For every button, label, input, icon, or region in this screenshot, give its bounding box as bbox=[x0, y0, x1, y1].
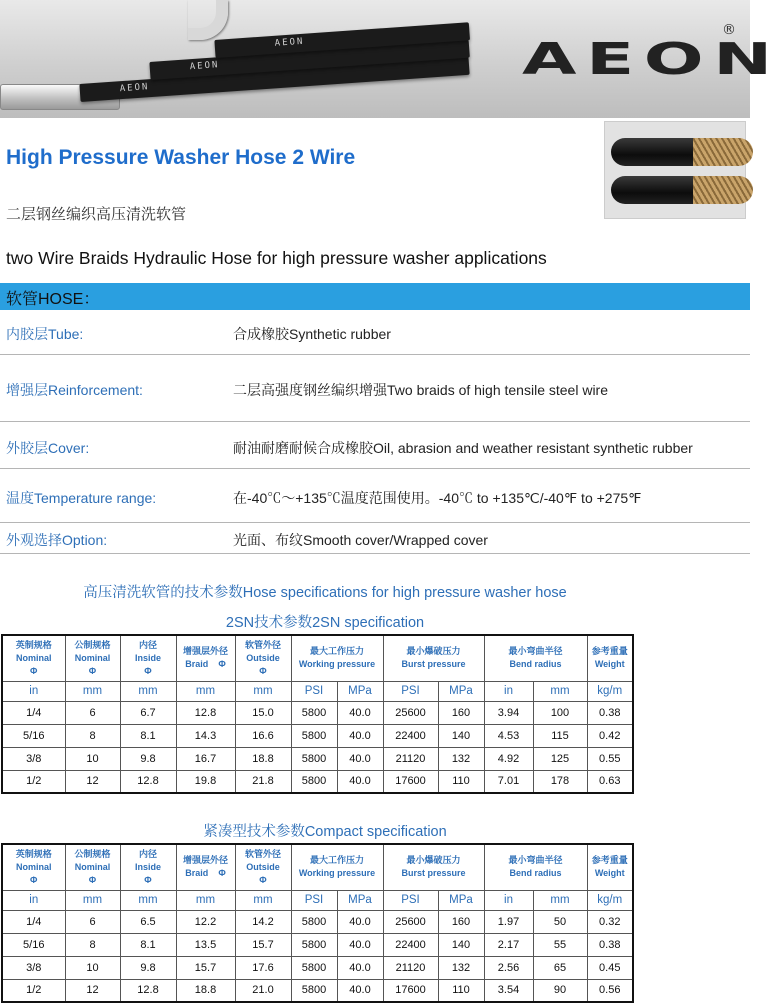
table-cell: 7.01 bbox=[484, 770, 533, 793]
table-cell: 40.0 bbox=[337, 910, 383, 933]
unit-cell: mm bbox=[65, 890, 120, 910]
hose-print: AEON bbox=[274, 36, 305, 49]
table-unit-row bbox=[2, 681, 633, 701]
table-cell: 40.0 bbox=[337, 770, 383, 793]
header-cn: 增强层外径 bbox=[182, 855, 228, 866]
header-en: Outside bbox=[246, 861, 280, 872]
unit-cell: mm bbox=[235, 681, 291, 701]
table-cell: 5800 bbox=[291, 979, 337, 1002]
table-cell: 5800 bbox=[291, 747, 337, 770]
header-cn: 公制规格 bbox=[74, 639, 111, 650]
header-cell bbox=[291, 635, 383, 681]
header-symbol: Φ bbox=[144, 665, 152, 676]
table-cell: 90 bbox=[533, 979, 587, 1002]
table-cell: 5800 bbox=[291, 770, 337, 793]
table-cell: 132 bbox=[438, 747, 484, 770]
table-cell: 14.2 bbox=[235, 910, 291, 933]
header-cell bbox=[176, 844, 235, 890]
hose-elbow-fitting bbox=[188, 0, 228, 40]
table-cell: 160 bbox=[438, 701, 484, 724]
table-cell: 3.54 bbox=[484, 979, 533, 1002]
header-cell bbox=[235, 844, 291, 890]
table-cell: 100 bbox=[533, 701, 587, 724]
table-caption-2sn: 2SN技术参数2SN specification bbox=[225, 615, 425, 631]
unit-cell: mm bbox=[533, 681, 587, 701]
header-en: Inside bbox=[134, 652, 161, 663]
header-cell bbox=[120, 844, 176, 890]
hose-print: AEON bbox=[119, 82, 150, 95]
table-cell: 9.8 bbox=[120, 747, 176, 770]
table-cell: 16.6 bbox=[235, 724, 291, 747]
header-cell bbox=[2, 635, 65, 681]
table-cell: 8.1 bbox=[120, 933, 176, 956]
spec-table-2sn bbox=[1, 634, 634, 794]
table-cell: 12.8 bbox=[176, 701, 235, 724]
table-cell: 0.55 bbox=[587, 747, 633, 770]
table-cell: 10 bbox=[65, 956, 120, 979]
header-cn: 英制规格 bbox=[15, 639, 52, 650]
header-cn: 公制规格 bbox=[74, 848, 111, 859]
unit-cell: mm bbox=[533, 890, 587, 910]
header-cn: 软管外径 bbox=[244, 639, 281, 650]
header-en: Outside bbox=[246, 652, 280, 663]
divider bbox=[0, 421, 750, 422]
header-cn: 最小爆破压力 bbox=[406, 855, 461, 866]
header-symbol: Φ bbox=[218, 868, 226, 879]
braid-layer bbox=[693, 176, 753, 204]
table-cell: 40.0 bbox=[337, 724, 383, 747]
divider bbox=[0, 553, 750, 554]
unit-cell: mm bbox=[120, 681, 176, 701]
header-symbol: Φ bbox=[259, 665, 267, 676]
header-en: Burst pressure bbox=[401, 868, 466, 879]
table-cell: 178 bbox=[533, 770, 587, 793]
brand-logo: AEON bbox=[522, 34, 782, 85]
spec-value: 合成橡胶Synthetic rubber bbox=[233, 326, 391, 342]
unit-cell: mm bbox=[120, 890, 176, 910]
table-cell: 40.0 bbox=[337, 747, 383, 770]
table-cell: 1/4 bbox=[2, 910, 65, 933]
table-header-row bbox=[2, 844, 633, 890]
header-cn: 最大工作压力 bbox=[309, 646, 364, 657]
header-cn: 最小弯曲半径 bbox=[508, 646, 563, 657]
table-row bbox=[2, 910, 633, 933]
header-cn: 最小爆破压力 bbox=[406, 646, 461, 657]
table-cell: 40.0 bbox=[337, 979, 383, 1002]
table-cell: 110 bbox=[438, 770, 484, 793]
table-cell: 1.97 bbox=[484, 910, 533, 933]
unit-cell: MPa bbox=[438, 890, 484, 910]
table-cell: 5800 bbox=[291, 910, 337, 933]
table-cell: 4.53 bbox=[484, 724, 533, 747]
header-cell bbox=[484, 635, 587, 681]
unit-cell: in bbox=[484, 890, 533, 910]
header-symbol: Φ bbox=[259, 874, 267, 885]
header-cell bbox=[2, 844, 65, 890]
specs-heading: 高压清洗软管的技术参数Hose specifications for high pressure washer hose bbox=[83, 585, 567, 601]
header-cell bbox=[383, 844, 484, 890]
header-en: Bend radius bbox=[509, 868, 562, 879]
table-cell: 8 bbox=[65, 724, 120, 747]
table-caption-compact: 紧凑型技术参数Compact specification bbox=[203, 824, 447, 840]
header-en: Weight bbox=[594, 659, 625, 670]
header-en: Nominal bbox=[15, 861, 52, 872]
table-cell: 12.2 bbox=[176, 910, 235, 933]
table-cell: 16.7 bbox=[176, 747, 235, 770]
table-cell: 22400 bbox=[383, 724, 438, 747]
header-en: Nominal bbox=[15, 652, 52, 663]
table-cell: 65 bbox=[533, 956, 587, 979]
table-cell: 18.8 bbox=[176, 979, 235, 1002]
table-cell: 12.8 bbox=[120, 770, 176, 793]
table-cell: 12 bbox=[65, 979, 120, 1002]
table-cell: 17.6 bbox=[235, 956, 291, 979]
unit-cell: mm bbox=[235, 890, 291, 910]
table-cell: 40.0 bbox=[337, 701, 383, 724]
hose-photo bbox=[611, 138, 751, 166]
table-cell: 40.0 bbox=[337, 933, 383, 956]
table-cell: 40.0 bbox=[337, 956, 383, 979]
table-cell: 19.8 bbox=[176, 770, 235, 793]
unit-cell: in bbox=[484, 681, 533, 701]
table-cell: 21120 bbox=[383, 956, 438, 979]
table-cell: 12 bbox=[65, 770, 120, 793]
unit-cell: mm bbox=[176, 681, 235, 701]
hose-photo bbox=[611, 176, 751, 204]
header-en: Burst pressure bbox=[401, 659, 466, 670]
table-cell: 25600 bbox=[383, 701, 438, 724]
page-title: High Pressure Washer Hose 2 Wire bbox=[6, 146, 356, 169]
table-cell: 0.56 bbox=[587, 979, 633, 1002]
table-cell: 1/2 bbox=[2, 770, 65, 793]
subtitle-english: two Wire Braids Hydraulic Hose for high pressure washer applications bbox=[6, 248, 547, 268]
table-cell: 115 bbox=[533, 724, 587, 747]
header-cn: 英制规格 bbox=[15, 848, 52, 859]
table-cell: 0.42 bbox=[587, 724, 633, 747]
header-cn: 增强层外径 bbox=[182, 646, 228, 657]
spec-value: 在-40℃～+135℃温度范围使用。-40℃ to +135℃/-40℉ to +275℉ bbox=[233, 490, 642, 506]
table-cell: 6 bbox=[65, 910, 120, 933]
header-en: Nominal bbox=[74, 652, 111, 663]
header-en: Inside bbox=[134, 861, 161, 872]
table-cell: 6 bbox=[65, 701, 120, 724]
registered-mark: ® bbox=[722, 22, 736, 38]
header-en: Braid bbox=[185, 659, 209, 670]
table-cell: 0.63 bbox=[587, 770, 633, 793]
header-cn: 软管外径 bbox=[244, 848, 281, 859]
header-symbol: Φ bbox=[88, 665, 97, 676]
header-cn: 内径 bbox=[138, 639, 157, 650]
header-cell bbox=[383, 635, 484, 681]
header-en: Braid bbox=[185, 868, 209, 879]
table-cell: 8 bbox=[65, 933, 120, 956]
table-cell: 2.17 bbox=[484, 933, 533, 956]
table-row bbox=[2, 979, 633, 1002]
table-cell: 4.92 bbox=[484, 747, 533, 770]
header-cell bbox=[235, 635, 291, 681]
unit-cell: PSI bbox=[291, 890, 337, 910]
table-cell: 21120 bbox=[383, 747, 438, 770]
unit-cell: in bbox=[2, 681, 65, 701]
header-en: Weight bbox=[594, 868, 625, 879]
product-image bbox=[604, 121, 746, 219]
table-cell: 12.8 bbox=[120, 979, 176, 1002]
table-cell: 1/4 bbox=[2, 701, 65, 724]
table-cell: 55 bbox=[533, 933, 587, 956]
table-cell: 10 bbox=[65, 747, 120, 770]
divider bbox=[0, 354, 750, 355]
table-header-row bbox=[2, 635, 633, 681]
table-cell: 18.8 bbox=[235, 747, 291, 770]
header-symbol: Φ bbox=[30, 874, 38, 885]
table-cell: 0.32 bbox=[587, 910, 633, 933]
header-symbol: Φ bbox=[218, 659, 226, 670]
table-cell: 15.7 bbox=[235, 933, 291, 956]
section-hose-bar: 软管HOSE： bbox=[0, 283, 750, 310]
header-en: Bend radius bbox=[509, 659, 562, 670]
header-cell bbox=[587, 635, 633, 681]
table-cell: 0.38 bbox=[587, 701, 633, 724]
table-row bbox=[2, 956, 633, 979]
hose-print: AEON bbox=[189, 60, 220, 73]
table-cell: 25600 bbox=[383, 910, 438, 933]
spec-value: 光面、布纹Smooth cover/Wrapped cover bbox=[233, 532, 488, 548]
spec-label: 外胶层Cover: bbox=[6, 440, 90, 456]
header-cn: 内径 bbox=[138, 848, 157, 859]
table-cell: 140 bbox=[438, 724, 484, 747]
table-cell: 0.38 bbox=[587, 933, 633, 956]
header-cell bbox=[484, 844, 587, 890]
table-cell: 22400 bbox=[383, 933, 438, 956]
unit-cell: in bbox=[2, 890, 65, 910]
table-cell: 1/2 bbox=[2, 979, 65, 1002]
header-banner bbox=[0, 0, 782, 118]
table-cell: 8.1 bbox=[120, 724, 176, 747]
table-cell: 14.3 bbox=[176, 724, 235, 747]
header-cn: 参考重量 bbox=[591, 855, 628, 866]
spec-label: 外观选择Option: bbox=[6, 532, 108, 548]
table-cell: 21.8 bbox=[235, 770, 291, 793]
header-cell bbox=[120, 635, 176, 681]
table-cell: 15.7 bbox=[176, 956, 235, 979]
table-cell: 125 bbox=[533, 747, 587, 770]
table-cell: 5800 bbox=[291, 956, 337, 979]
table-cell: 21.0 bbox=[235, 979, 291, 1002]
table-cell: 50 bbox=[533, 910, 587, 933]
table-row bbox=[2, 770, 633, 793]
header-cell bbox=[65, 844, 120, 890]
unit-cell: PSI bbox=[383, 681, 438, 701]
spec-table-compact bbox=[1, 843, 634, 1003]
table-row bbox=[2, 747, 633, 770]
table-cell: 5/16 bbox=[2, 933, 65, 956]
header-en: Working pressure bbox=[298, 659, 376, 670]
table-cell: 13.5 bbox=[176, 933, 235, 956]
table-cell: 5800 bbox=[291, 701, 337, 724]
header-cell bbox=[176, 635, 235, 681]
table-row bbox=[2, 701, 633, 724]
table-unit-row bbox=[2, 890, 633, 910]
unit-cell: kg/m bbox=[587, 890, 633, 910]
spec-label: 温度Temperature range: bbox=[6, 490, 157, 506]
header-cn: 最大工作压力 bbox=[309, 855, 364, 866]
unit-cell: PSI bbox=[291, 681, 337, 701]
unit-cell: mm bbox=[65, 681, 120, 701]
header-cn: 参考重量 bbox=[591, 646, 628, 657]
header-symbol: Φ bbox=[144, 874, 152, 885]
unit-cell: mm bbox=[176, 890, 235, 910]
unit-cell: kg/m bbox=[587, 681, 633, 701]
divider bbox=[0, 468, 750, 469]
braid-layer bbox=[693, 138, 753, 166]
table-row bbox=[2, 933, 633, 956]
spec-value: 耐油耐磨耐候合成橡胶Oil, abrasion and weather resistant synthetic rubber bbox=[233, 440, 693, 456]
header-en: Working pressure bbox=[298, 868, 376, 879]
table-cell: 5/16 bbox=[2, 724, 65, 747]
table-cell: 17600 bbox=[383, 770, 438, 793]
table-cell: 110 bbox=[438, 979, 484, 1002]
table-cell: 6.7 bbox=[120, 701, 176, 724]
table-cell: 2.56 bbox=[484, 956, 533, 979]
table-cell: 5800 bbox=[291, 724, 337, 747]
table-cell: 9.8 bbox=[120, 956, 176, 979]
unit-cell: PSI bbox=[383, 890, 438, 910]
spec-label: 内胶层Tube: bbox=[6, 326, 84, 342]
table-cell: 5800 bbox=[291, 933, 337, 956]
spec-value: 二层高强度钢丝编织增强Two braids of high tensile steel wire bbox=[233, 382, 608, 398]
table-cell: 6.5 bbox=[120, 910, 176, 933]
table-cell: 17600 bbox=[383, 979, 438, 1002]
table-row bbox=[2, 724, 633, 747]
header-symbol: Φ bbox=[30, 665, 38, 676]
header-en: Nominal bbox=[74, 861, 111, 872]
header-cell bbox=[587, 844, 633, 890]
header-cell bbox=[291, 844, 383, 890]
table-cell: 0.45 bbox=[587, 956, 633, 979]
header-symbol: Φ bbox=[88, 874, 97, 885]
spec-label: 增强层Reinforcement: bbox=[6, 382, 143, 398]
table-cell: 3.94 bbox=[484, 701, 533, 724]
header-cell bbox=[65, 635, 120, 681]
subtitle-chinese: 二层钢丝编织高压清洗软管 bbox=[6, 205, 187, 223]
table-cell: 15.0 bbox=[235, 701, 291, 724]
unit-cell: MPa bbox=[337, 890, 383, 910]
table-cell: 140 bbox=[438, 933, 484, 956]
table-cell: 3/8 bbox=[2, 956, 65, 979]
header-cn: 最小弯曲半径 bbox=[508, 855, 563, 866]
table-cell: 132 bbox=[438, 956, 484, 979]
table-cell: 160 bbox=[438, 910, 484, 933]
unit-cell: MPa bbox=[337, 681, 383, 701]
divider bbox=[0, 522, 750, 523]
unit-cell: MPa bbox=[438, 681, 484, 701]
table-cell: 3/8 bbox=[2, 747, 65, 770]
